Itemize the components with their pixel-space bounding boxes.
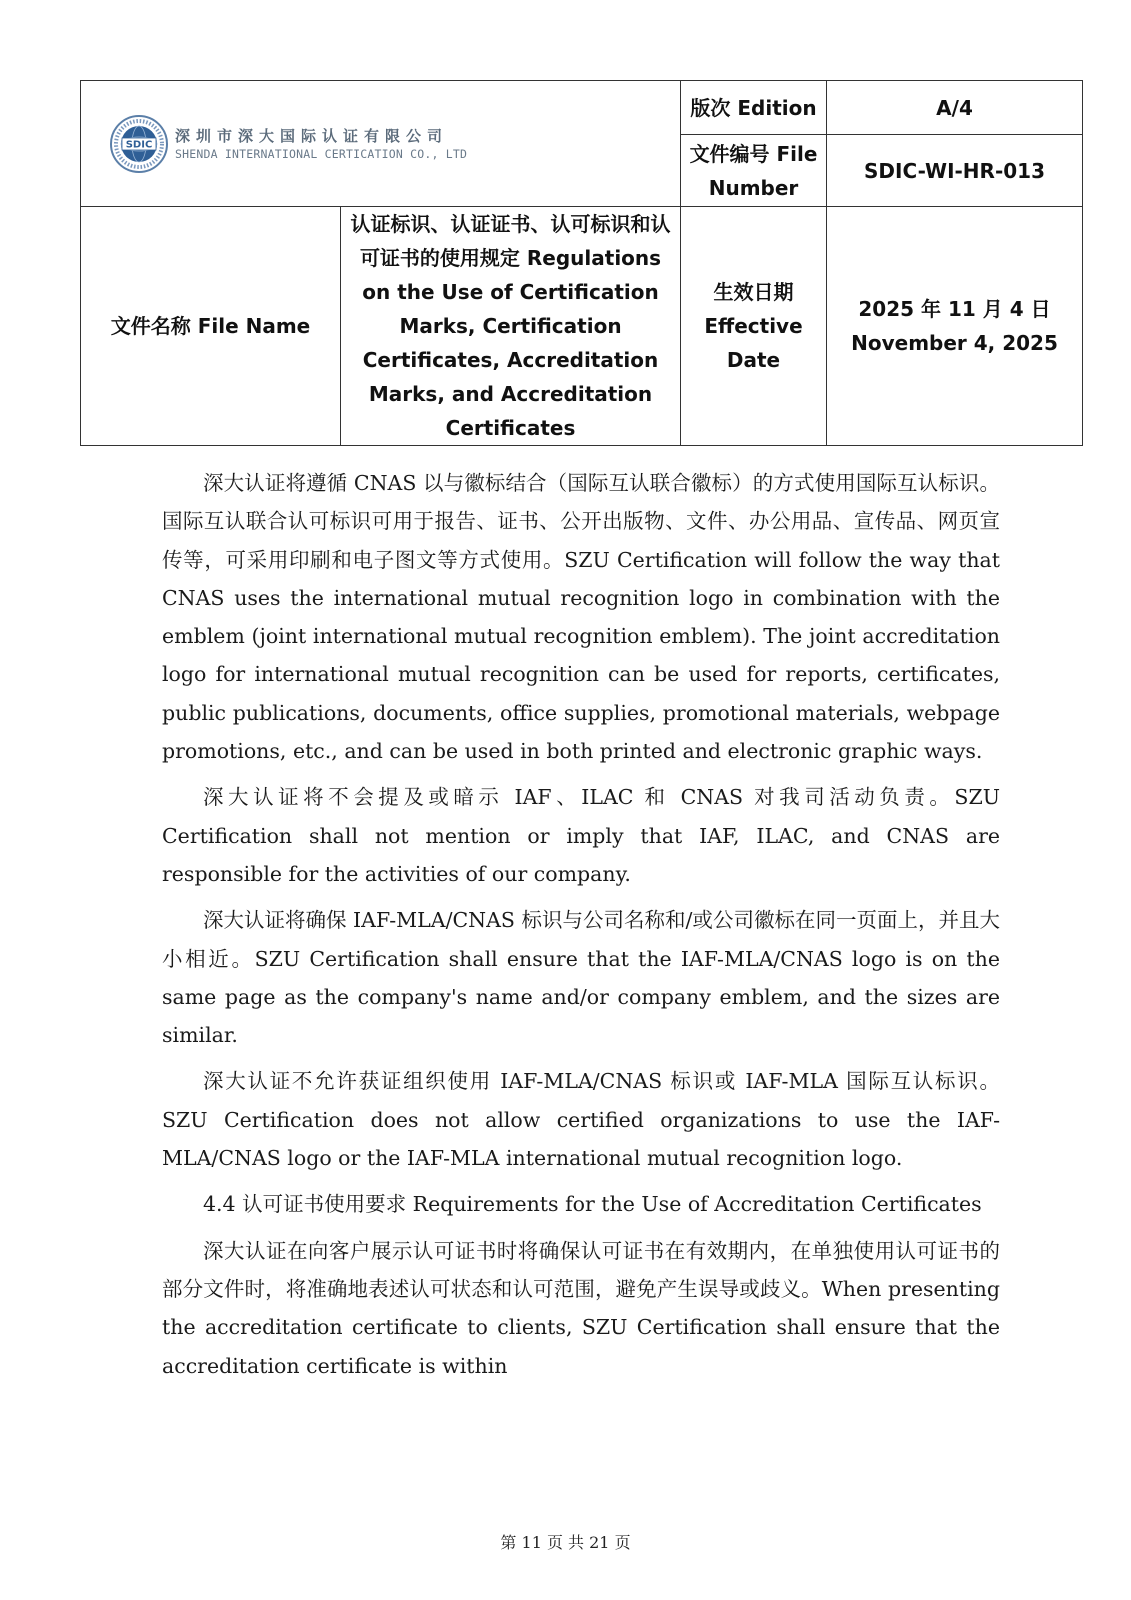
paragraph: 深大认证将不会提及或暗示 IAF、ILAC 和 CNAS 对我司活动负责。SZU Certification shall not mention or imply that IAF, ILAC, and CNAS are responsible for the activities of our company. <box>162 785 1000 886</box>
paragraph: 深大认证将确保 IAF-MLA/CNAS 标识与公司名称和/或公司徽标在同一页面上，并且大小相近。SZU Certification shall ensure that the IAF-MLA/CNAS logo is on the same page as the company's name and/or company emblem, and the sizes are similar. <box>162 908 1000 1048</box>
page-footer: 第 11 页 共 21 页 <box>500 1533 631 1552</box>
company-logo-icon <box>109 114 169 174</box>
logo-abbrev: SDIC <box>125 139 153 150</box>
document-body <box>162 464 1000 1393</box>
effective-date-cn: 2025 年 11 月 4 日 <box>858 297 1051 321</box>
paragraph: 深大认证不允许获证组织使用 IAF-MLA/CNAS 标识或 IAF-MLA 国际互认标识。SZU Certification does not allow certified organizations to use the IAF-MLA/CNAS logo or the IAF-MLA international mutual recognition logo. <box>162 1069 1000 1171</box>
company-name-cn: 深圳市深大国际认证有限公司 <box>175 126 449 145</box>
effective-date-en: November 4, 2025 <box>851 331 1058 355</box>
file-name-value: 认证标识、认证证书、认可标识和认可证书的使用规定 Regulations on the Use of Certification Marks, Certification Certificates, Accreditation Marks, and Accreditation Certificates <box>341 207 681 446</box>
effective-date-value <box>827 207 1083 446</box>
paragraph: 深大认证在向客户展示认可证书时将确保认可证书在有效期内，在单独使用认可证书的部分文件时，将准确地表述认可状态和认可范围，避免产生误导或歧义。When presenting the accreditation certificate to clients, SZU Certification shall ensure that the accreditation certificate is within <box>162 1238 1000 1378</box>
paragraph: 深大认证将遵循 CNAS 以与徽标结合（国际互认联合徽标）的方式使用国际互认标识。国际互认联合认可标识可用于报告、证书、公开出版物、文件、办公用品、宣传品、网页宣传等，可采用印刷和电子图文等方式使用。SZU Certification will follow the way that CNAS uses the international mutual recognition logo in combination with the emblem (joint international mutual recognition emblem). The joint accreditation logo for international mutual recognition can be used for reports, certificates, public publications, documents, office supplies, promotional materials, webpage promotions, etc., and can be used in both printed and electronic graphic ways. <box>162 471 1000 764</box>
document-header-table <box>80 80 1083 446</box>
edition-label: 版次 Edition <box>681 81 827 135</box>
edition-value: A/4 <box>827 81 1083 135</box>
file-number-label: 文件编号 File Number <box>681 135 827 207</box>
file-number-value: SDIC-WI-HR-013 <box>827 135 1083 207</box>
effective-date-label: 生效日期 Effective Date <box>681 207 827 446</box>
file-name-label: 文件名称 File Name <box>81 207 341 446</box>
section-heading: 4.4 认可证书使用要求 Requirements for the Use of Accreditation Certificates <box>203 1192 982 1217</box>
company-logo-cell <box>81 81 681 207</box>
company-name-en: SHENDA INTERNATIONAL CERTICATION CO., LTD <box>175 146 468 161</box>
